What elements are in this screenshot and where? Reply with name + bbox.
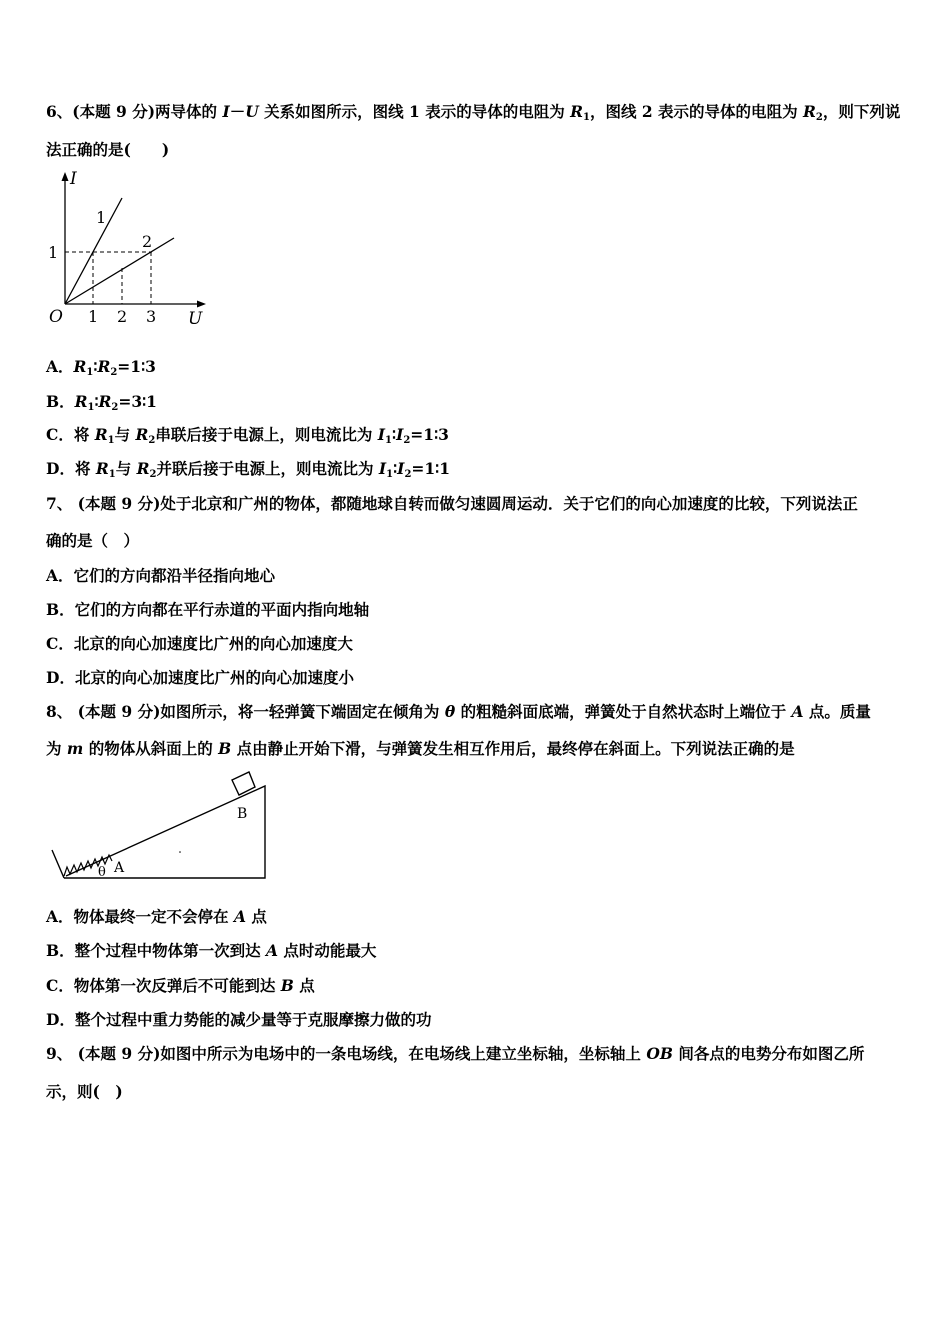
incline-wall	[52, 850, 64, 878]
iu-graph-y-arrow	[62, 172, 69, 181]
q9-stem-line1: 9、 (本题 9 分)如图中所示为电场中的一条电场线，在电场线上建立坐标轴，坐标轴上 OB 间各点的电势分布如图乙所	[46, 1044, 865, 1063]
q6-stem-line2: 法正确的是( )	[46, 140, 170, 159]
q8-stem-line2: 为 m 的物体从斜面上的 B 点由静止开始下滑，与弹簧发生相互作用后，最终停在斜面上。下列说法正确的是	[46, 739, 795, 758]
q7-option-a[interactable]: A．它们的方向都沿半径指向地心	[46, 566, 276, 585]
iu-graph-x-arrow	[197, 301, 206, 308]
q8-option-b[interactable]: B．整个过程中物体第一次到达 A 点时动能最大	[46, 941, 377, 960]
iu-graph-x-tick-2: 2	[117, 307, 128, 326]
iu-graph-x-tick-3: 3	[146, 307, 157, 326]
iu-graph	[40, 168, 220, 328]
iu-graph-line-label-1: 1	[96, 208, 107, 227]
q6-option-b[interactable]: B．$R_1∶R_2=3∶1$	[46, 392, 157, 413]
incline-surface	[64, 786, 265, 878]
iu-graph-y-label: I	[70, 169, 77, 189]
q6-stem-line1: 6、(本题 9 分)两导体的 I－U 关系如图所示，图线 1 表示的导体的电阻为 $R_1$，图线 2 表示的导体的电阻为 $R_2$，则下列说	[46, 102, 901, 123]
iu-graph-x-tick-1: 1	[88, 307, 99, 326]
q8-option-d[interactable]: D．整个过程中重力势能的减少量等于克服摩擦力做的功	[46, 1010, 432, 1029]
q7-stem-line2: 确的是（ ）	[46, 531, 140, 550]
q7-stem-line1: 7、 (本题 9 分)处于北京和广州的物体，都随地球自转而做匀速圆周运动．关于它们的向心加速度的比较，下列说法正	[46, 494, 858, 513]
q8-option-c[interactable]: C．物体第一次反弹后不可能到达 B 点	[46, 976, 315, 995]
q9-stem-line2: 示，则( )	[46, 1082, 123, 1101]
incline-label-theta: θ	[98, 865, 106, 880]
q6-option-c[interactable]: C．将 $R_1$与 $R_2$串联后接于电源上，则电流比为 $I_1∶I_2=1∶3$	[46, 425, 449, 446]
q7-option-b[interactable]: B．它们的方向都在平行赤道的平面内指向地轴	[46, 600, 370, 619]
incline-label-a: A	[114, 860, 125, 876]
q7-option-d[interactable]: D．北京的向心加速度比广州的向心加速度小	[46, 668, 354, 687]
iu-graph-y-tick-1: 1	[48, 243, 59, 262]
q8-stem-line1: 8、 (本题 9 分)如图所示，将一轻弹簧下端固定在倾角为 θ 的粗糙斜面底端，弹簧处于自然状态时上端位于 A 点。质量	[46, 702, 871, 721]
iu-graph-origin-label: O	[49, 307, 63, 327]
q6-option-a[interactable]: A．$R_1∶R_2=1∶3$	[46, 357, 156, 378]
incline-label-b: B	[237, 806, 248, 822]
iu-graph-line-2	[65, 238, 174, 304]
q6-option-d[interactable]: D．将 $R_1$与 $R_2$并联后接于电源上，则电流比为 $I_1∶I_2=1∶1$	[46, 459, 450, 480]
iu-graph-line-label-2: 2	[142, 232, 153, 251]
incline-dot	[179, 851, 181, 853]
q7-option-c[interactable]: C．北京的向心加速度比广州的向心加速度大	[46, 634, 353, 653]
q8-option-a[interactable]: A．物体最终一定不会停在 A 点	[46, 907, 267, 926]
incline-figure	[46, 770, 276, 886]
iu-graph-x-label: U	[188, 309, 203, 328]
